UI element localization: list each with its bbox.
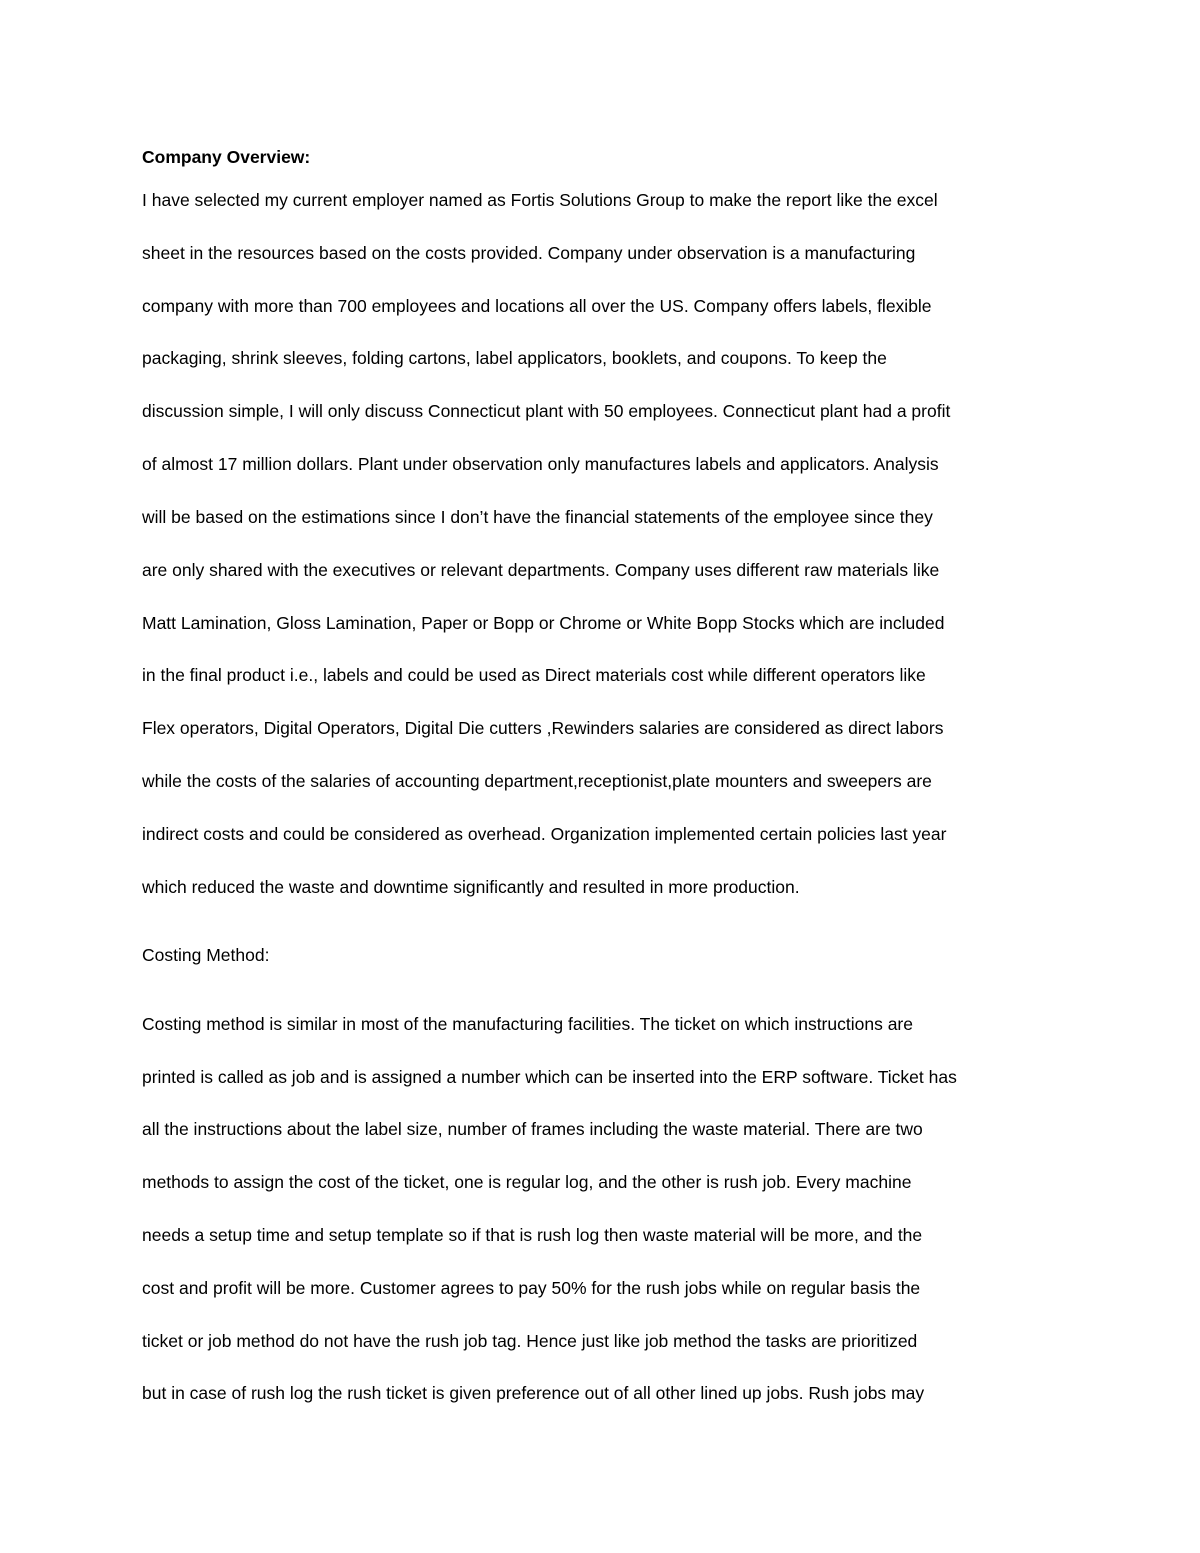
paragraph-line: needs a setup time and setup template so if that is rush log then waste material will be more, and the (142, 1225, 923, 1245)
paragraph-line: sheet in the resources based on the costs provided. Company under observation is a manufacturing (142, 243, 916, 263)
paragraph-line: I have selected my current employer named as Fortis Solutions Group to make the report like the excel (142, 190, 938, 210)
paragraph-line: discussion simple, I will only discuss Connecticut plant with 50 employees. Connecticut plant had a profit (142, 401, 951, 421)
paragraph-line: will be based on the estimations since I don’t have the financial statements of the employee since they (142, 507, 933, 527)
paragraph-line: Flex operators, Digital Operators, Digital Die cutters ,Rewinders salaries are considered as direct labors (142, 718, 944, 738)
paragraph-line: printed is called as job and is assigned a number which can be inserted into the ERP software. Ticket has (142, 1067, 957, 1087)
paragraph-line: while the costs of the salaries of accounting department,receptionist,plate mounters and sweepers are (142, 771, 932, 791)
heading-company-overview: Company Overview: (142, 147, 311, 167)
paragraph-line: of almost 17 million dollars. Plant under observation only manufactures labels and applicators. Analysis (142, 454, 939, 474)
paragraph-line: which reduced the waste and downtime significantly and resulted in more production. (142, 877, 800, 897)
paragraph-line: packaging, shrink sleeves, folding cartons, label applicators, booklets, and coupons. To keep the (142, 348, 887, 368)
paragraph-line: indirect costs and could be considered as overhead. Organization implemented certain policies last year (142, 824, 947, 844)
paragraph-line: methods to assign the cost of the ticket, one is regular log, and the other is rush job. Every machine (142, 1172, 912, 1192)
paragraph-line: Matt Lamination, Gloss Lamination, Paper or Bopp or Chrome or White Bopp Stocks which are included (142, 613, 945, 633)
paragraph-line: in the final product i.e., labels and could be used as Direct materials cost while different operators like (142, 665, 926, 685)
paragraph-line: all the instructions about the label size, number of frames including the waste material. There are two (142, 1119, 923, 1139)
paragraph-line: ticket or job method do not have the rush job tag. Hence just like job method the tasks are prioritized (142, 1331, 918, 1351)
paragraph-line: cost and profit will be more. Customer agrees to pay 50% for the rush jobs while on regular basis the (142, 1278, 921, 1298)
paragraph-line: Costing method is similar in most of the manufacturing facilities. The ticket on which instructions are (142, 1014, 913, 1034)
paragraph-line: company with more than 700 employees and locations all over the US. Company offers labels, flexible (142, 296, 932, 316)
heading-costing-method: Costing Method: (142, 945, 270, 965)
paragraph-line: but in case of rush log the rush ticket is given preference out of all other lined up jobs. Rush jobs may (142, 1383, 925, 1403)
paragraph-line: are only shared with the executives or relevant departments. Company uses different raw materials like (142, 560, 940, 580)
